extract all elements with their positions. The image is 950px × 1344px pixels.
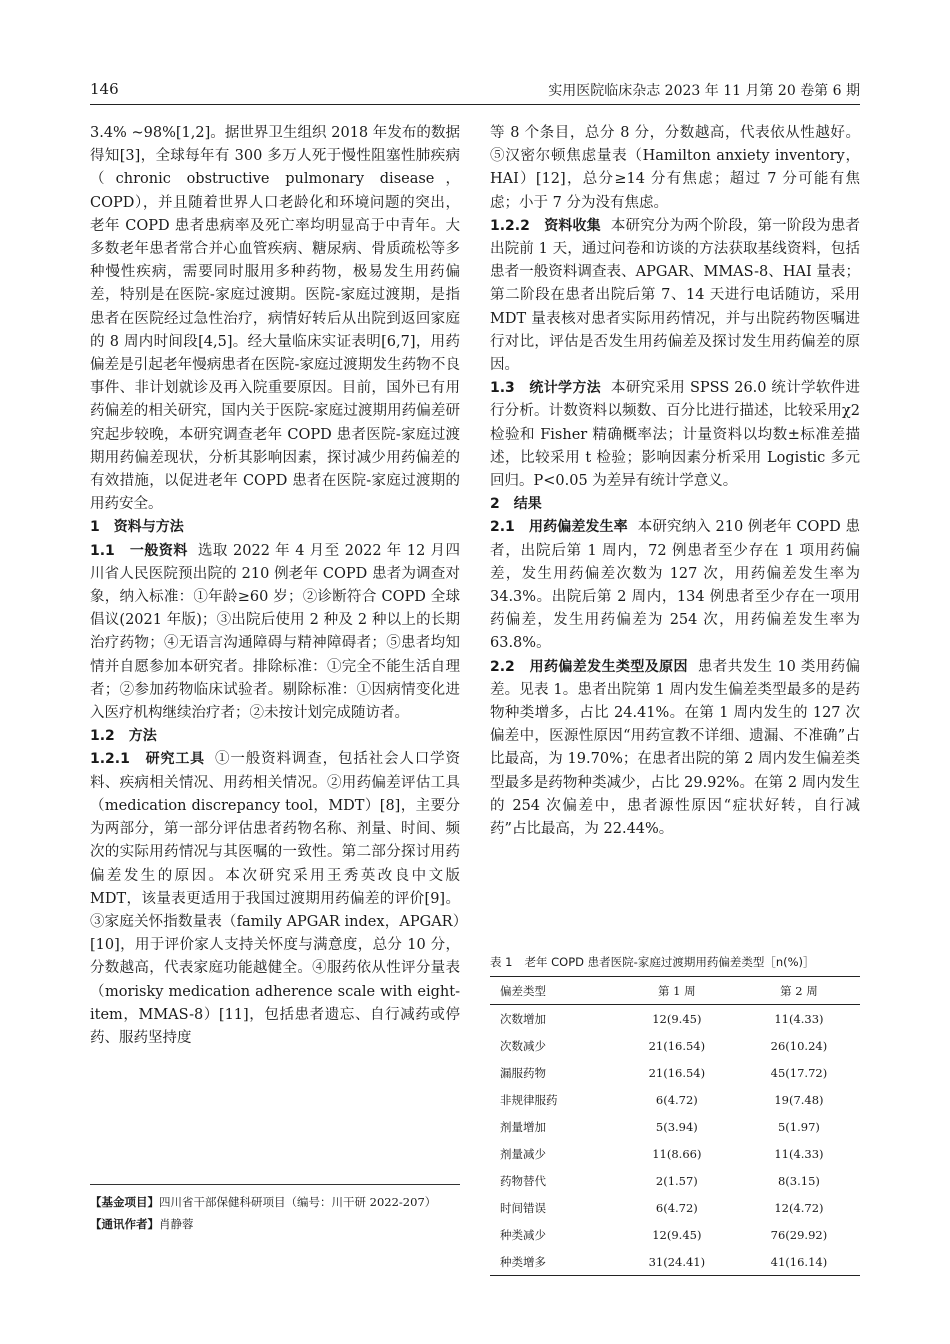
table-cell: 45(17.72) xyxy=(770,1065,828,1080)
table-cell: 12(9.45) xyxy=(652,1011,702,1026)
table-row xyxy=(490,1086,860,1113)
intro-paragraph: 3.4% ~98%[1,2]。据世界卫生组织 2018 年发布的数据得知[3]，全球每年有 300 多万人死于慢性阻塞性肺疾病（chronic obstructive pulmonary disease，COPD），并且随着世界人口老龄化和环境问题的突出，老年 COPD 患者患病率及死亡率均明显高于中青年。大多数老年患者常合并心血管疾病、糖尿病、骨质疏松等多种慢性疾病，需要同时服用多种药物，极易发生用药偏差，特别是在医院-家庭过渡期。医院-家庭过渡期，是指患者在医院经过急性治疗，病情好转后从出院到返回家庭的 8 周内时间段[4,5]。经大量临床实证表明[6,7]，用药偏差是引起老年慢病患者在医院-家庭过渡期发生药物不良事件、非计划就诊及再入院重要原因。目前，国外已有用药偏差的相关研究，国内关于医院-家庭过渡期用药偏差研究起步较晚，本研究调查老年 COPD 患者医院-家庭过渡期用药偏差现状，分析其影响因素，探讨减少用药偏差的有效措施，以促进老年 COPD 患者在医院-家庭过渡期的用药安全。 xyxy=(90,125,460,513)
table-cell: 11(4.33) xyxy=(774,1011,824,1026)
table-cell: 5(1.97) xyxy=(777,1119,820,1134)
table-cell: 21(16.54) xyxy=(648,1038,706,1053)
paragraph-text: 患者共发生 10 类用药偏差。见表 1。患者出院第 1 周内发生偏差类型最多的是药物种类增多，占比 24.41%。在第 1 周内发生的 127 次偏差中，医源性原因“用药宣教不详细、遗漏、不准确”占比最高，为 19.70%；在患者出院的第 2 周内发生偏差类型最多是药物种类减少，占比 29.92%。在第 2 周内发生的 254 次偏差中，患者源性原因“症状好转，自行减药”占比最高，为 22.44%。 xyxy=(490,658,860,838)
subsection-heading: 1.3 统计学方法 xyxy=(490,380,601,397)
table-row xyxy=(490,1140,860,1167)
table-cell: 31(24.41) xyxy=(648,1254,706,1269)
subsection-heading: 2.2 用药偏差发生类型及原因 xyxy=(490,658,688,675)
subsection-heading-method: 1.2 方法 xyxy=(90,728,157,745)
paragraph-text: ①一般资料调查，包括社会人口学资料、疾病相关情况、用药相关情况。②用药偏差评估工具（medication discrepancy tool，MDT）[8]，主要分为两部分，第一部分评估患者药物名称、剂量、时间、频次的实际用药情况与其医嘱的一致性。第二部分探讨用药偏差发生的原因。本次研究采用王秀英改良中文版 MDT，该量表更适用于我国过渡期用药偏差的评价[9]。③家庭关怀指数量表（family APGAR index，APGAR）[10]，用于评价家人支持关怀度与满意度，总分 10 分，分数越高，代表家庭功能越健全。④服药依从性评分量表（morisky medication adherence scale with eight-item，MMAS-8）[11]，包括患者遗忘、自行减药或停药、服药坚持度 xyxy=(90,751,460,1046)
table-1 xyxy=(490,954,860,1276)
table-row xyxy=(490,1194,860,1221)
research-tools-paragraph xyxy=(90,748,460,1050)
table-cell: 11(4.33) xyxy=(774,1146,824,1161)
subsection-heading: 2.1 用药偏差发生率 xyxy=(490,519,628,536)
table-cell: 12(4.72) xyxy=(774,1200,824,1215)
paragraph-text: 本研究采用 SPSS 26.0 统计学软件进行分析。计数资料以频数、百分比进行描述，比较采用χ2 检验和 Fisher 精确概率法；计量资料以均数±标准差描述，比较采用 t 检验；影响因素分析采用 Logistic 多元回归。P<0.05 为差异有统计学意义。 xyxy=(490,380,860,490)
table-cell: 11(8.66) xyxy=(652,1146,702,1161)
paragraph-text: 选取 2022 年 4 月至 2022 年 12 月四川省人民医院预出院的 210 例老年 COPD 患者为调查对象，纳入标准：①年龄≥60 岁；②诊断符合 COPD 全球倡议(2021 年版)；③出院后使用 2 种及 2 种以上的长期治疗药物；④无语言沟通障碍与精神障碍者；⑤患者均知情并自愿参加本研究者。排除标准：①完全不能生活自理者；②参加药物临床试验者。剔除标准：①因病情变化进入医疗机构继续治疗者；②未按计划完成随访者。 xyxy=(90,542,460,722)
statistics-paragraph xyxy=(490,377,860,493)
fund-label: 【基金项目】 xyxy=(90,1195,159,1209)
table-cell: 8(3.15) xyxy=(777,1173,820,1188)
table-cell: 2(1.57) xyxy=(655,1173,698,1188)
table-cell: 26(10.24) xyxy=(770,1038,828,1053)
page-number: 146 xyxy=(90,80,119,98)
table-header-cell: 第 2 周 xyxy=(780,983,818,998)
types-paragraph xyxy=(490,656,860,842)
paragraph-text: 本研究纳入 210 例老年 COPD 患者，出院后第 1 周内，72 例患者至少存在 1 项用药偏差，发生用药偏差次数为 127 次，用药偏差发生率为 34.3%。出院后第 2 周内，134 例患者至少存在一项用药偏差，发生用药偏差为 254 次，用药偏差发生率为 63.8%。 xyxy=(490,519,860,652)
general-data-paragraph xyxy=(90,540,460,726)
table-cell: 药物替代 xyxy=(500,1173,546,1188)
table-cell: 剂量减少 xyxy=(500,1146,546,1161)
table-header-cell: 第 1 周 xyxy=(658,983,696,998)
table-cell: 19(7.48) xyxy=(774,1092,824,1107)
table-cell: 5(3.94) xyxy=(655,1119,698,1134)
corr-text: 肖静蓉 xyxy=(159,1217,194,1231)
table-row xyxy=(490,1167,860,1194)
corresponding-author-note xyxy=(90,1213,460,1235)
table-cell: 21(16.54) xyxy=(648,1065,706,1080)
footnote xyxy=(90,1184,460,1235)
table-cell: 次数增加 xyxy=(500,1011,546,1026)
table-cell: 6(4.72) xyxy=(655,1092,698,1107)
table-header-cell: 偏差类型 xyxy=(500,983,546,998)
subsection-heading: 1.2.1 研究工具 xyxy=(90,751,206,768)
table-cell: 76(29.92) xyxy=(770,1227,828,1242)
table-cell: 次数减少 xyxy=(500,1038,546,1053)
right-column xyxy=(490,122,860,841)
table-header-row xyxy=(490,977,860,1005)
table-cell: 时间错误 xyxy=(500,1200,546,1215)
running-header xyxy=(90,76,860,105)
table-number: 表 1 xyxy=(490,955,513,969)
table-cell: 种类增多 xyxy=(500,1254,546,1269)
corr-label: 【通讯作者】 xyxy=(90,1217,159,1231)
table-caption xyxy=(490,954,860,970)
table-cell: 6(4.72) xyxy=(655,1200,698,1215)
table-row xyxy=(490,1032,860,1059)
subsection-heading: 1.2.2 资料收集 xyxy=(490,217,601,234)
journal-title: 实用医院临床杂志 2023 年 11 月第 20 卷第 6 期 xyxy=(548,83,860,99)
subsection-heading: 1.1 一般资料 xyxy=(90,542,188,559)
table-cell: 41(16.14) xyxy=(770,1254,828,1269)
fund-text: 四川省干部保健科研项目（编号：川干研 2022-207） xyxy=(159,1195,437,1209)
table-cell: 非规律服药 xyxy=(500,1092,558,1107)
table-row xyxy=(490,1005,860,1033)
table-cell: 12(9.45) xyxy=(652,1227,702,1242)
section-heading-methods: 1 资料与方法 xyxy=(90,519,184,536)
table-cell: 漏服药物 xyxy=(500,1065,546,1080)
table-title: 老年 COPD 患者医院-家庭过渡期用药偏差类型［n(%)］ xyxy=(524,955,815,969)
table-cell: 种类减少 xyxy=(500,1227,546,1242)
table-row xyxy=(490,1221,860,1248)
table-row xyxy=(490,1059,860,1086)
incidence-paragraph xyxy=(490,516,860,655)
table-row xyxy=(490,1248,860,1276)
data-collection-paragraph xyxy=(490,215,860,377)
table-row xyxy=(490,1113,860,1140)
section-heading-results: 2 结果 xyxy=(490,496,542,513)
left-column xyxy=(90,122,460,1050)
fund-note xyxy=(90,1191,460,1213)
continued-paragraph: 等 8 个条目，总分 8 分，分数越高，代表依从性越好。⑤汉密尔顿焦虑量表（Hamilton anxiety inventory，HAI）[12]，总分≥14 分有焦虑；超过 7 分可能有焦虑；小于 7 分为没有焦虑。 xyxy=(490,125,860,211)
table-cell: 剂量增加 xyxy=(500,1119,546,1134)
paragraph-text: 本研究分为两个阶段，第一阶段为患者出院前 1 天，通过问卷和访谈的方法获取基线资料，包括患者一般资料调查表、APGAR、MMAS-8、HAI 量表；第二阶段在患者出院后第 7、14 天进行电话随访，采用 MDT 量表核对患者实际用药情况，并与出院药物医嘱进行对比，评估是否发生用药偏差及探讨发生用药偏差的原因。 xyxy=(490,217,860,374)
discrepancy-table xyxy=(490,976,860,1276)
